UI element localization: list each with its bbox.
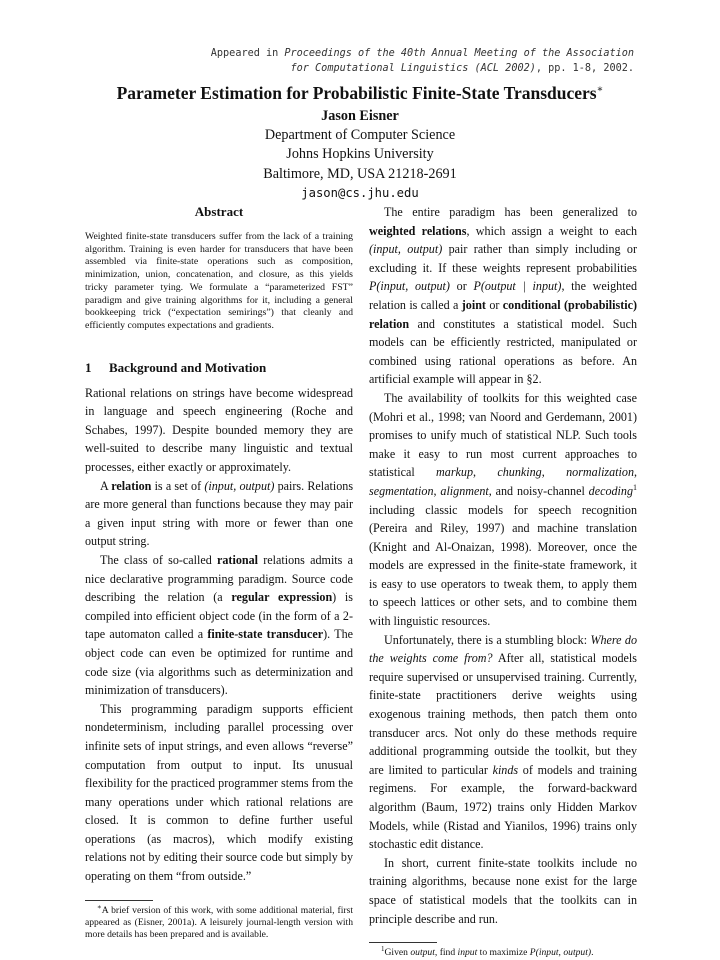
abstract-heading: Abstract	[194, 204, 244, 219]
footnote-1-ref: 1	[633, 482, 637, 492]
right-paragraph-4: In short, current finite-state toolkits include no training algorithms, because none exist for the large space of statistical models that the toolkits can in principle describe and run.	[369, 855, 637, 926]
publication-note-line2: for Computational Linguistics (ACL 2002), pp. 1-8, 2002.	[290, 63, 634, 74]
paper-title: Parameter Estimation for Probabilistic Finite-State Transducers∗	[116, 82, 604, 103]
right-paragraph-3: Unfortunately, there is a stumbling block: Where do the weights come from? After all, statistical models require supervised or unsupervised training. Currently, finite-state practitioners derive weights using exogenous training methods, then patch them onto transducer arcs. Not only do these methods require additional programming outside the toolkit, but they are limited to particular kinds of models and training regimens. For example, the forward-backward algorithm (Baum, 1972) trains only Hidden Markov Models, while (Ristad and Yianilos, 1996) trains only stochastic edit distance.	[369, 632, 638, 852]
author-block	[60, 107, 660, 203]
section-1-paragraph-4: This programming paradigm supports efficient nondeterminism, including parallel processing over infinite sets of input strings, and even allows “reverse” computation from output to input. Its unusual flexibility for the practiced programmer stems from the many operations under which rational relations are closed. It is common to define further useful operations (as macros), which modify existing relations not by editing their source code but simply by operating on them “from outside.”	[85, 701, 353, 884]
footnote-rule	[85, 900, 153, 901]
publication-note	[0, 46, 634, 76]
publication-note-line1: Appeared in Proceedings of the 40th Annual Meeting of the Association	[210, 48, 634, 59]
left-column	[85, 203, 353, 942]
section-1-heading: 1 Background and Motivation	[85, 359, 267, 375]
author-address: Baltimore, MD, USA 21218-2691	[263, 165, 457, 182]
author-university: Johns Hopkins University	[286, 146, 434, 163]
right-paragraph-2: The availability of toolkits for this weighted case (Mohri et al., 1998; van Noord and Gerdemann, 2001) promises to unify much of statistical NLP. Such tools make it easy to run most current approaches to statistical markup, chunking, normalization, segmentation, alignment, and noisy-channel decoding$^1$ including classic models for speech recognition (Pereira and Riley, 1997) and machine translation (Knight and Al-Onaizan, 1998). Moreover, once the models are expressed in the finite-state framework, it is easy to use operators to tweak them, to apply them to speech lattices or other sets, and to combine them with linguistic resources.	[369, 390, 638, 629]
section-1-paragraph-2: A relation is a set of (input, output) pairs. Relations are more general than functions because they may pair a given input string with more or fewer than one output string.	[85, 478, 354, 549]
right-paragraph-1: The entire paradigm has been generalized to weighted relations, which assign a weight to each (input, output) pair rather than simply including or excluding it. If these weights represent probabilities P(input, output) or P(output | input), the weighted relation is called a joint or conditional (probabilistic) relation and constitutes a statistical model. Such models can be efficiently restricted, manipulated or combined using rational operations as before. An artificial example will appear in §2.	[369, 205, 638, 387]
abstract-text: Weighted finite-state transducers suffer from the lack of a training algorithm. Training is even harder for transducers that have been assembled via finite-state operations such as composition, minimization, union, concatenation, and closure, as this yields tricky parameter tying. We formulate a “parameterized FST” paradigm and give training algorithms for it, including a general bookkeeping trick (“expectation semirings”) that cleanly and efficiently computes expectations and gradients.	[85, 231, 353, 331]
title-footnote-mark: ∗	[596, 84, 604, 95]
author-name: Jason Eisner	[321, 108, 399, 124]
footnote-rule-right	[369, 942, 437, 943]
footnote-1: $^1$Given output, find input to maximize P(input, output).	[381, 944, 594, 959]
section-1-paragraph-1: Rational relations on strings have become widespread in language and speech engineering (Roche and Schabes, 1997). Despite bounded memory they are well-suited to describe many linguistic and textual processes, either exactly or approximately.	[85, 385, 353, 474]
right-column	[369, 203, 637, 960]
author-department: Department of Computer Science	[264, 127, 456, 144]
section-1-paragraph-3: The class of so-called rational relations admits a nice declarative programming paradigm. Source code describing the relation (a regular expression) is compiled into efficient object code (in the form of a 2-tape automaton called a finite-state transducer). The object code can even be optimized for runtime and code size (via algorithms such as determinization and minimization of transducers).	[85, 552, 353, 698]
author-email: jason@cs.jhu.edu	[301, 185, 419, 200]
footnote-star: ∗A brief version of this work, with some additional material, first appeared as (Eisner, 2001a). A leisurely journal-length version with more details has been prepared and is available.	[85, 902, 353, 941]
